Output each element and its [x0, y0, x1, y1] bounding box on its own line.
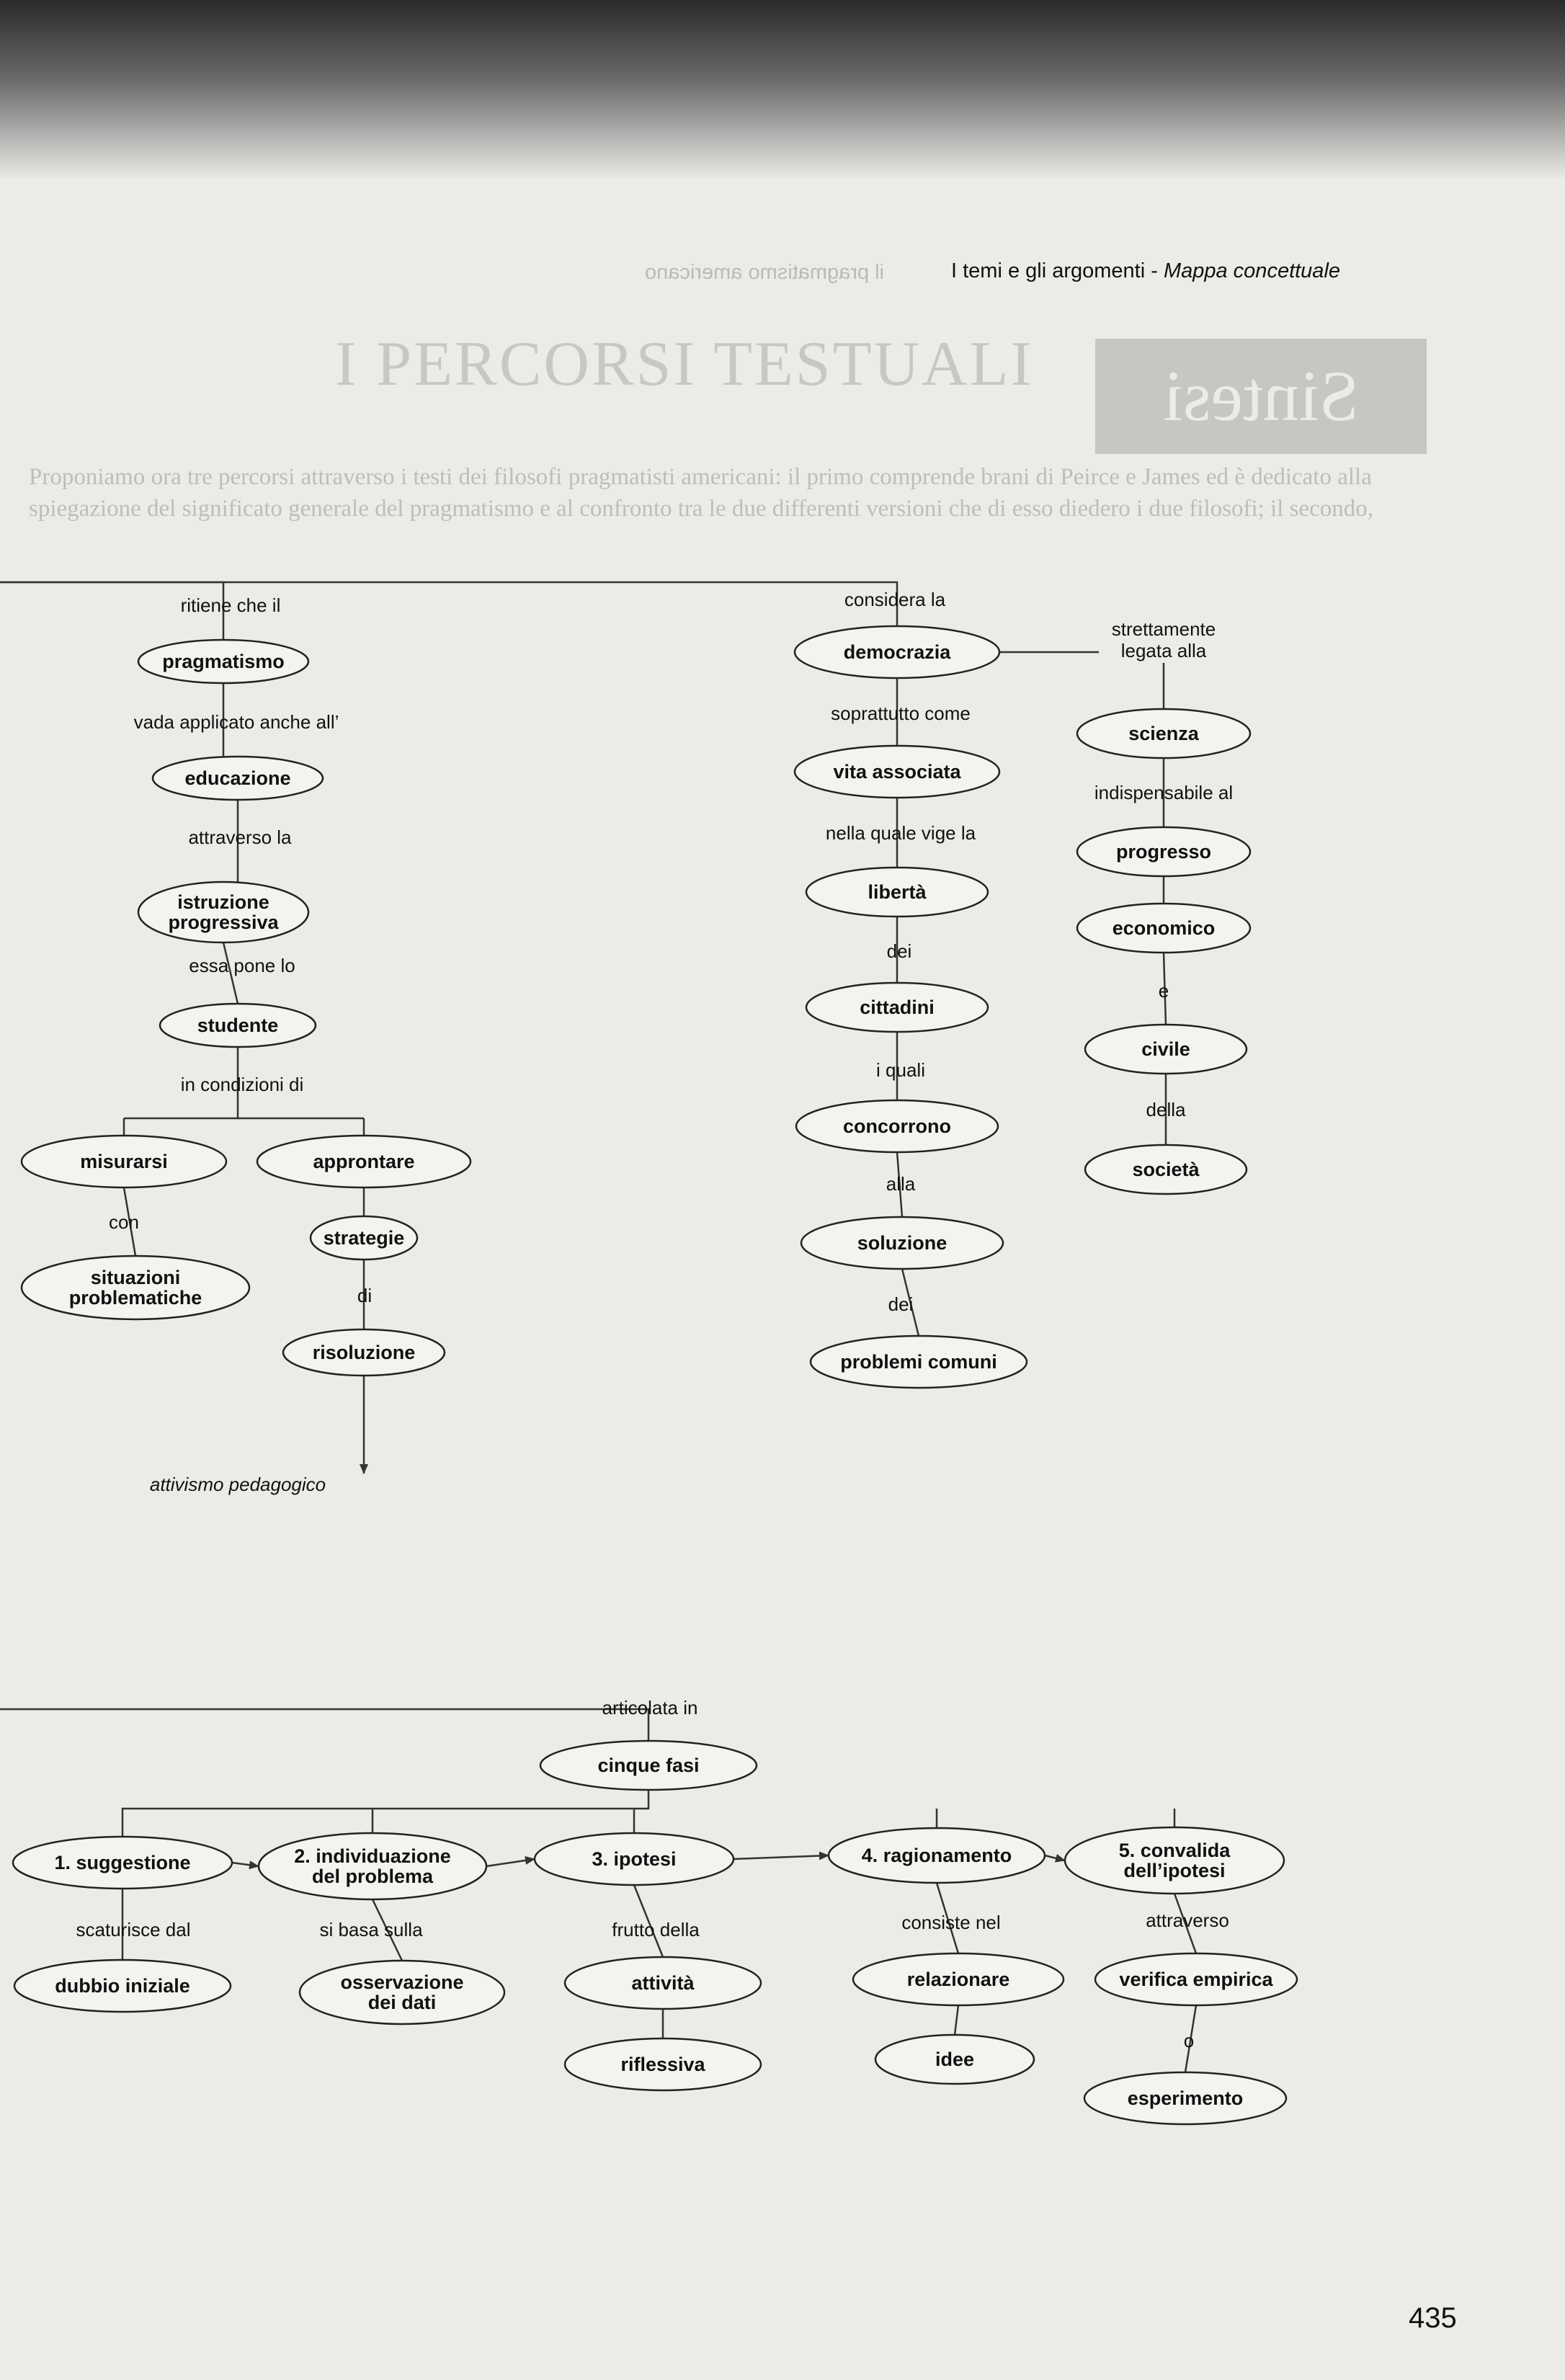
node-label-educazione [184, 767, 290, 789]
link-label-line: indispensabile al [1094, 782, 1234, 803]
node-label-soluzione [857, 1232, 948, 1254]
node-osservazione [300, 1961, 504, 2024]
node-label-cinque [597, 1755, 699, 1776]
link-label-attraverso_la [188, 826, 292, 848]
link-label-o [1184, 2030, 1194, 2051]
link-label-ritiene [181, 594, 281, 616]
link-label-attraverso [1146, 1909, 1229, 1931]
connector-22 [122, 1790, 1174, 1837]
link-label-line: consiste nel [901, 1912, 1001, 1933]
header-section: I temi e gli argomenti - [951, 259, 1164, 282]
node-text-line: strategie [323, 1227, 405, 1249]
node-studente [160, 1004, 316, 1047]
link-label-line: legata alla [1120, 640, 1207, 661]
node-label-suggestione [54, 1852, 190, 1873]
node-label-riflessiva [620, 2054, 705, 2075]
link-label-line: ritiene che il [180, 594, 281, 616]
node-convalida [1065, 1827, 1284, 1894]
node-vita [795, 746, 999, 798]
node-risoluzione [283, 1329, 445, 1376]
link-label-line: considera la [844, 589, 946, 610]
link-label-e [1159, 980, 1169, 1002]
node-text-line: democrazia [843, 641, 951, 663]
node-text-line: 4. ragionamento [861, 1845, 1012, 1866]
link-label-alla [886, 1173, 916, 1195]
link-label-strettamente [1112, 618, 1216, 661]
link-label-line: nella quale vige la [825, 822, 976, 844]
link-label-line: frutto della [612, 1919, 700, 1940]
link-label-line: dei [886, 940, 912, 962]
bleed-through-sintesi: Sintesi [1095, 339, 1427, 454]
node-text-line: istruzione [177, 891, 269, 913]
node-educazione [153, 757, 323, 800]
node-label-vita [833, 761, 961, 783]
node-label-approntare [313, 1151, 414, 1172]
node-text-line: 2. individuazione [294, 1845, 451, 1867]
node-civile [1085, 1025, 1247, 1074]
node-text-line: scienza [1128, 723, 1199, 744]
link-label-line: articolata in [602, 1697, 698, 1719]
node-text-line: dell’ipotesi [1123, 1860, 1226, 1881]
node-liberta [806, 868, 988, 917]
node-text-line: 3. ipotesi [592, 1848, 677, 1870]
node-soluzione [801, 1217, 1003, 1269]
node-text-line: osservazione [340, 1971, 464, 1993]
connector-25 [734, 1855, 829, 1859]
node-text-line: cinque fasi [597, 1755, 700, 1776]
link-label-line: dei [888, 1293, 914, 1315]
node-ragionamento [829, 1828, 1045, 1883]
node-text-line: risoluzione [312, 1342, 416, 1363]
node-label-attivita [631, 1972, 695, 1994]
node-text-line: relazionare [906, 1969, 1010, 1990]
bleed-through-title: I PERCORSI TESTUALI [335, 329, 1034, 399]
link-label-nella [826, 822, 976, 844]
link-label-condizioni [181, 1074, 304, 1095]
link-label-vada [134, 711, 339, 733]
link-label-line: di [357, 1285, 373, 1306]
node-situazioni [22, 1256, 249, 1319]
node-text-line: cittadini [860, 997, 935, 1018]
node-istruzione [138, 882, 308, 942]
link-label-dei_problemi [888, 1293, 914, 1315]
connector-24 [486, 1859, 535, 1866]
node-label-dubbio [55, 1975, 190, 1997]
link-label-articolata [602, 1697, 698, 1719]
node-label-misurarsi [80, 1151, 168, 1172]
link-label-indispensabile [1094, 782, 1233, 803]
link-label-line: i quali [876, 1059, 925, 1081]
node-esperimento [1084, 2072, 1286, 2124]
node-text-line: del problema [311, 1866, 434, 1887]
node-label-progresso [1116, 841, 1211, 863]
mirrored-header-text: il pragmatismo americano [645, 261, 885, 284]
node-label-studente [197, 1015, 279, 1036]
link-label-line: o [1183, 2030, 1195, 2051]
node-scienza [1077, 709, 1250, 758]
node-label-risoluzione [313, 1342, 416, 1363]
link-label-scaturisce [76, 1919, 191, 1940]
node-label-liberta [868, 881, 927, 903]
node-cittadini [806, 983, 988, 1032]
header-subtitle: Mappa concettuale [1163, 259, 1341, 282]
node-idee [875, 2035, 1034, 2084]
link-label-frutto [612, 1919, 700, 1940]
node-text-line: società [1132, 1159, 1200, 1180]
node-label-pragmatismo [162, 651, 285, 672]
node-label-civile [1141, 1038, 1190, 1060]
link-label-dei_cittadini [887, 940, 912, 962]
node-text-line: dei dati [367, 1992, 437, 2013]
node-text-line: esperimento [1127, 2087, 1244, 2109]
node-label-relazionare [907, 1969, 1010, 1990]
node-ipotesi [535, 1833, 734, 1885]
node-text-line: libertà [868, 881, 927, 903]
link-label-line: scaturisce dal [76, 1919, 191, 1940]
node-economico [1077, 904, 1250, 953]
link-label-di_strategie [357, 1285, 372, 1306]
link-label-line: strettamente [1111, 618, 1216, 640]
connector-32 [955, 2005, 958, 2035]
link-label-line: e [1158, 980, 1169, 1002]
node-attivita [565, 1957, 761, 2009]
node-text-line: situazioni [90, 1267, 181, 1288]
node-dubbio [14, 1960, 231, 2012]
node-label-ragionamento [862, 1845, 1012, 1866]
node-label-societa [1132, 1159, 1200, 1180]
node-label-individuazione [294, 1845, 451, 1887]
node-suggestione [13, 1837, 232, 1889]
node-label-convalida [1119, 1840, 1231, 1881]
link-label-line: della [1146, 1099, 1186, 1120]
node-text-line: progresso [1115, 841, 1212, 863]
node-individuazione [259, 1833, 486, 1899]
link-label-consiste [901, 1912, 1000, 1933]
node-pragmatismo [138, 640, 308, 683]
node-text-line: problemi comuni [840, 1351, 997, 1373]
link-label-si_basa [319, 1919, 423, 1940]
node-label-strategie [324, 1227, 405, 1249]
node-text-line: civile [1141, 1038, 1190, 1060]
link-label-soprattutto [831, 703, 971, 724]
node-text-line: 1. suggestione [54, 1852, 191, 1873]
node-text-line: pragmatismo [162, 651, 285, 672]
node-strategie [311, 1216, 417, 1260]
node-misurarsi [22, 1136, 226, 1187]
link-label-della [1146, 1099, 1186, 1120]
link-label-line: vada applicato anche all’ [133, 711, 339, 733]
node-text-line: attività [631, 1972, 695, 1994]
node-label-esperimento [1128, 2087, 1244, 2109]
concept-nodes [13, 626, 1297, 2124]
connector-9 [0, 582, 897, 626]
node-label-istruzione [168, 891, 279, 933]
node-text-line: studente [197, 1015, 279, 1036]
node-label-cittadini [860, 997, 935, 1018]
node-text-line: soluzione [857, 1232, 948, 1254]
link-label-line: attraverso la [188, 826, 292, 848]
node-text-line: educazione [184, 767, 291, 789]
node-problemi [811, 1336, 1027, 1388]
link-label-line: essa pone lo [189, 955, 295, 976]
link-label-considera [844, 589, 946, 610]
node-text-line: dubbio iniziale [55, 1975, 190, 1997]
node-approntare [257, 1136, 471, 1187]
page-number: 435 [1409, 2302, 1457, 2334]
link-labels [76, 589, 1234, 2051]
node-text-line: riflessiva [620, 2054, 705, 2075]
node-label-concorrono [843, 1115, 951, 1137]
node-verifica [1095, 1953, 1297, 2005]
node-text-line: economico [1112, 917, 1216, 939]
node-label-scienza [1128, 723, 1200, 744]
node-text-line: concorrono [842, 1115, 952, 1137]
bleed-through-paragraph: Proponiamo ora tre percorsi attraverso i testi dei filosofi pragmatisti americani: il primo comprende brani di Peirce e James ed è dedicato alla spiegazione del significato generale del pragmatismo e al confronto tra le due differenti versioni che di esso diedero i due filosofi; il secondo, [29, 464, 1374, 522]
connector-26 [1045, 1855, 1065, 1860]
link-label-line: in condizioni di [180, 1074, 304, 1095]
node-relazionare [853, 1953, 1064, 2005]
node-label-democrazia [844, 641, 952, 663]
node-democrazia [795, 626, 999, 678]
connector-23 [232, 1863, 259, 1866]
node-riflessiva [565, 2038, 761, 2090]
node-label-economico [1113, 917, 1216, 939]
link-label-essa [189, 955, 295, 976]
link-label-line: attraverso [1146, 1909, 1229, 1931]
node-text-line: approntare [313, 1151, 415, 1172]
node-text-line: verifica empirica [1119, 1969, 1273, 1990]
node-text-line: misurarsi [80, 1151, 168, 1172]
node-label-idee [935, 2049, 974, 2070]
node-label-ipotesi [592, 1848, 676, 1870]
link-label-line: con [109, 1211, 139, 1233]
node-text-line: 5. convalida [1118, 1840, 1231, 1861]
link-label-line: si basa sulla [319, 1919, 423, 1940]
node-concorrono [796, 1100, 998, 1152]
link-label-line: alla [886, 1173, 916, 1195]
link-label-attivismo [150, 1474, 326, 1495]
link-label-i_quali [876, 1059, 925, 1081]
node-cinque [540, 1741, 757, 1790]
node-text-line: problematiche [68, 1287, 202, 1309]
node-label-verifica [1119, 1969, 1273, 1990]
node-text-line: vita associata [833, 761, 961, 783]
node-label-problemi [840, 1351, 997, 1373]
node-text-line: idee [935, 2049, 975, 2070]
node-text-line: progressiva [168, 912, 279, 933]
link-label-con [109, 1211, 139, 1233]
connector-21 [0, 1709, 648, 1741]
link-label-line: soprattutto come [831, 703, 971, 724]
node-societa [1085, 1145, 1247, 1194]
link-label-line: attivismo pedagogico [149, 1474, 326, 1495]
node-progresso [1077, 827, 1250, 876]
